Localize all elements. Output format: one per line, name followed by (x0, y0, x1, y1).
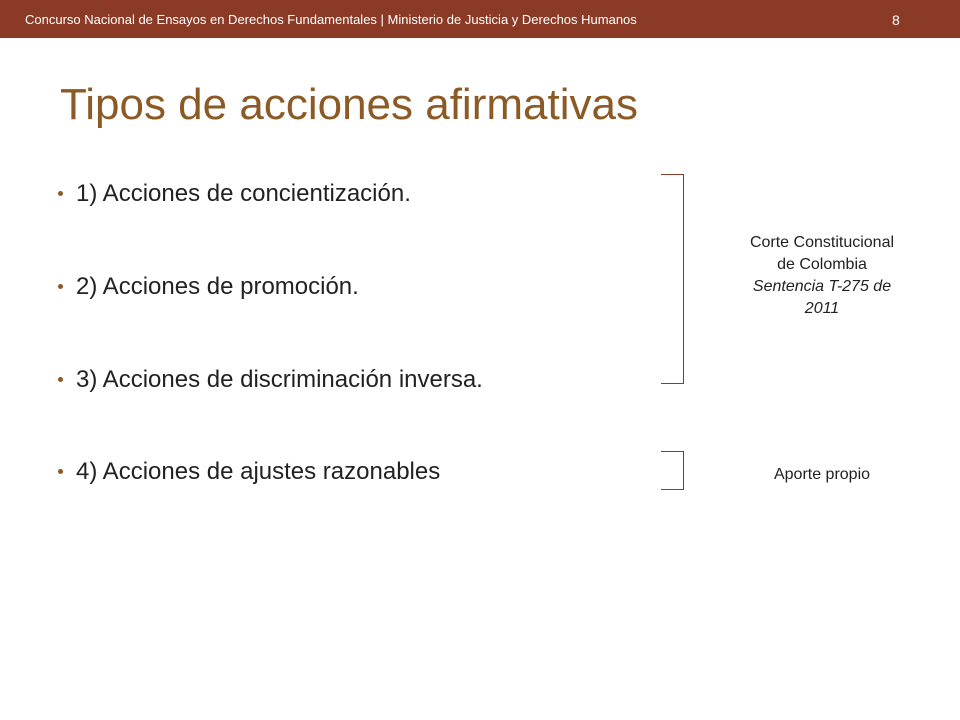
bullet-icon (58, 191, 63, 196)
bullet-text: 1) Acciones de concientización. (76, 180, 411, 207)
bullet-icon (58, 469, 63, 474)
court-note (712, 232, 932, 320)
header-title: Concurso Nacional de Ensayos en Derechos Fundamentales | Ministerio de Justicia y Derechos Humanos (25, 12, 637, 27)
court-note-line: Corte Constitucional (749, 234, 895, 251)
header-bar (0, 0, 960, 38)
sentence-year: 2011 (804, 300, 840, 317)
court-note-line (712, 276, 932, 298)
page-number: 8 (892, 12, 900, 28)
bullet-icon (58, 284, 63, 289)
court-note-line: de Colombia (777, 256, 867, 273)
bracket-own (661, 451, 684, 490)
sentence-reference: Sentencia T-275 de (752, 278, 892, 295)
bullet-text: 3) Acciones de discriminación inversa. (76, 366, 483, 393)
bullet-text: 4) Acciones de ajustes razonables (76, 458, 441, 485)
bullet-text: 2) Acciones de promoción. (76, 273, 359, 300)
bracket-court (661, 174, 684, 384)
slide-title: Tipos de acciones afirmativas (60, 80, 638, 129)
bullet-icon (58, 377, 63, 382)
own-contribution-note: Aporte propio (773, 466, 871, 483)
court-note-line (712, 298, 932, 320)
